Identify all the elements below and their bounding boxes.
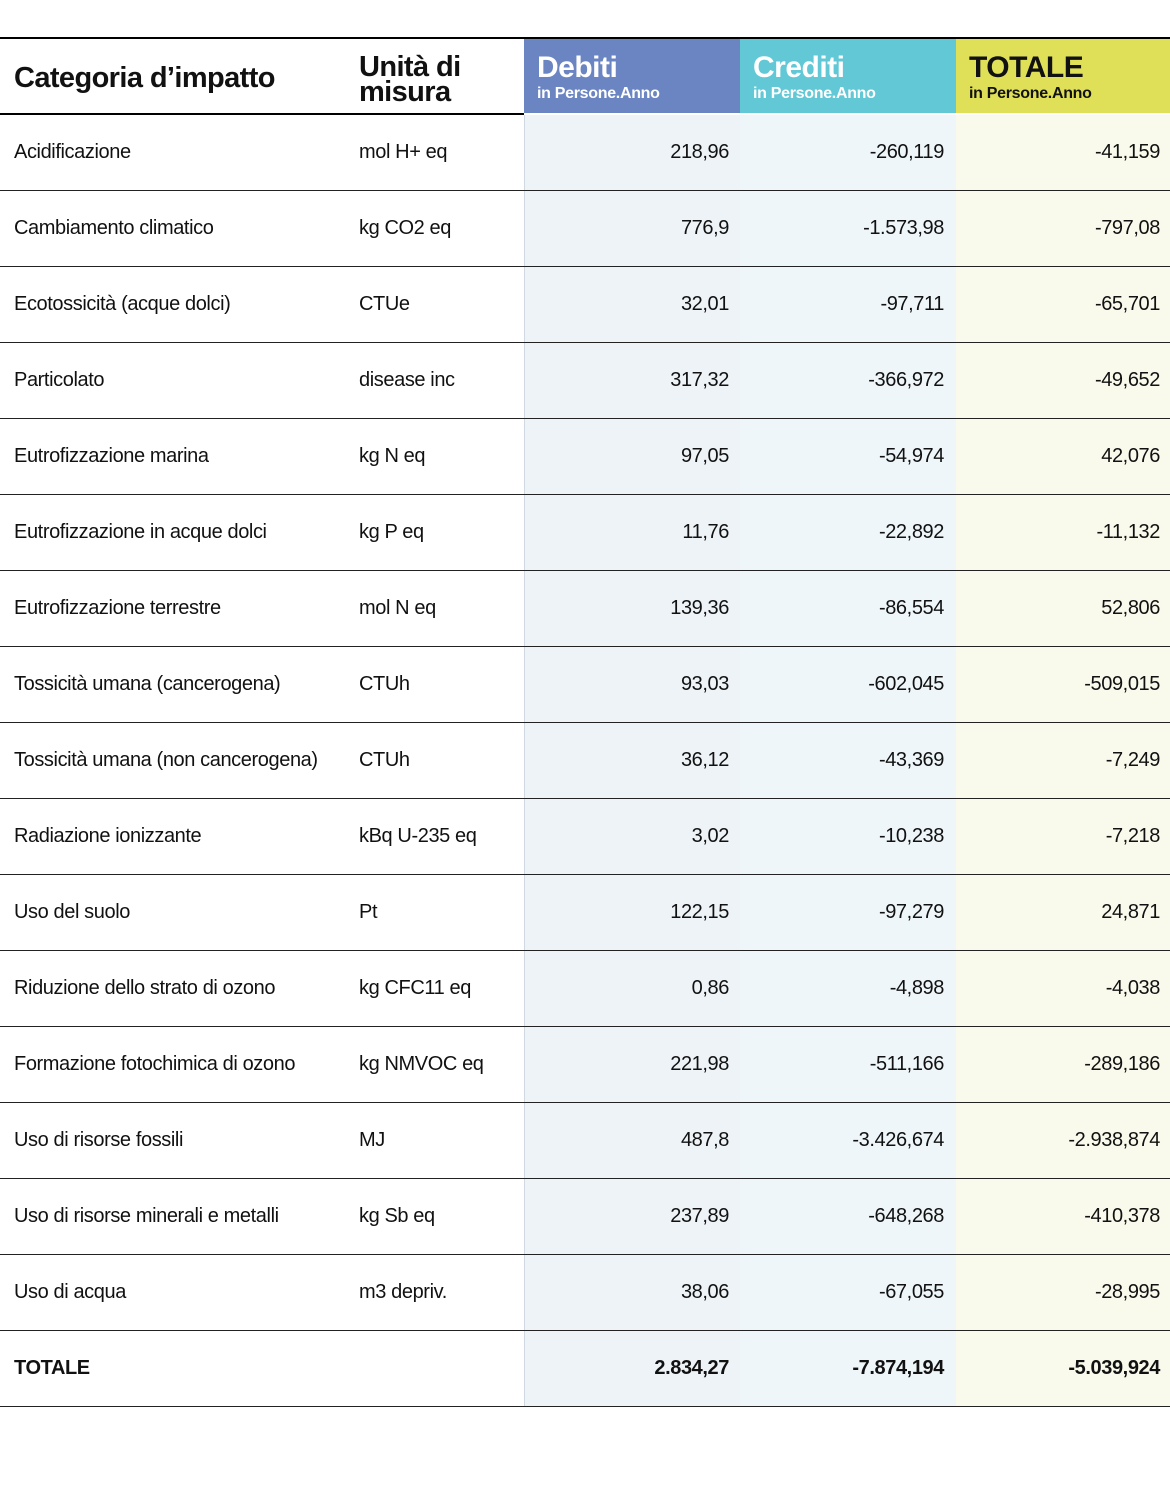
total-unit bbox=[359, 1331, 524, 1406]
unit-cell: kg NMVOC eq bbox=[359, 1053, 484, 1075]
crediti-cell: -67,055 bbox=[740, 1255, 956, 1330]
category-cell: Uso di risorse fossili bbox=[14, 1129, 184, 1151]
totale-cell: -2.938,874 bbox=[956, 1103, 1170, 1178]
category-cell: Radiazione ionizzante bbox=[14, 825, 202, 847]
totale-cell: -509,015 bbox=[956, 647, 1170, 722]
crediti-cell: -366,972 bbox=[740, 343, 956, 418]
header-debiti-title: Debiti bbox=[537, 51, 618, 84]
total-debiti: 2.834,27 bbox=[524, 1331, 741, 1406]
crediti-cell: -22,892 bbox=[740, 495, 956, 570]
crediti-cell: -1.573,98 bbox=[740, 191, 956, 266]
totale-cell: -11,132 bbox=[956, 495, 1170, 570]
debiti-cell: 36,12 bbox=[524, 723, 741, 798]
table-body bbox=[0, 115, 1170, 1331]
category-cell: Eutrofizzazione in acque dolci bbox=[14, 521, 267, 543]
category-cell: Formazione fotochimica di ozono bbox=[14, 1053, 296, 1075]
total-crediti: -7.874,194 bbox=[740, 1331, 956, 1406]
unit-cell: disease inc bbox=[359, 369, 455, 391]
table-row bbox=[0, 723, 1170, 799]
table-row bbox=[0, 267, 1170, 343]
table-row bbox=[0, 419, 1170, 495]
header-totale-subtitle: in Persone.Anno bbox=[969, 85, 1092, 102]
totale-cell: 52,806 bbox=[956, 571, 1170, 646]
header-totale-title: TOTALE bbox=[969, 51, 1084, 84]
total-label: TOTALE bbox=[14, 1357, 90, 1379]
category-cell: Cambiamento climatico bbox=[14, 217, 214, 239]
total-totale: -5.039,924 bbox=[956, 1331, 1170, 1406]
unit-cell: kBq U-235 eq bbox=[359, 825, 477, 847]
category-cell: Uso di risorse minerali e metalli bbox=[14, 1205, 279, 1227]
header-crediti-subtitle: in Persone.Anno bbox=[753, 85, 876, 102]
table-row bbox=[0, 343, 1170, 419]
totale-cell: -49,652 bbox=[956, 343, 1170, 418]
unit-cell: kg P eq bbox=[359, 521, 424, 543]
category-cell: Uso del suolo bbox=[14, 901, 130, 923]
table-row bbox=[0, 115, 1170, 191]
header-debiti-subtitle: in Persone.Anno bbox=[537, 85, 660, 102]
header-debiti bbox=[524, 39, 740, 113]
totale-cell: -7,249 bbox=[956, 723, 1170, 798]
crediti-cell: -4,898 bbox=[740, 951, 956, 1026]
totale-cell: 42,076 bbox=[956, 419, 1170, 494]
category-cell: Tossicità umana (non cancerogena) bbox=[14, 749, 318, 771]
debiti-cell: 122,15 bbox=[524, 875, 741, 950]
table-row bbox=[0, 571, 1170, 647]
totale-cell: -28,995 bbox=[956, 1255, 1170, 1330]
unit-cell: MJ bbox=[359, 1129, 385, 1151]
crediti-cell: -97,711 bbox=[740, 267, 956, 342]
header-unit-line2: misura bbox=[359, 76, 451, 108]
unit-cell: Pt bbox=[359, 901, 378, 923]
debiti-cell: 11,76 bbox=[524, 495, 741, 570]
table-header bbox=[0, 37, 1170, 115]
table-row bbox=[0, 1179, 1170, 1255]
debiti-cell: 0,86 bbox=[524, 951, 741, 1026]
header-crediti bbox=[740, 39, 956, 113]
table-row bbox=[0, 951, 1170, 1027]
unit-cell: kg Sb eq bbox=[359, 1205, 435, 1227]
unit-cell: m3 depriv. bbox=[359, 1281, 447, 1303]
crediti-cell: -3.426,674 bbox=[740, 1103, 956, 1178]
header-category bbox=[0, 39, 345, 115]
totale-cell: -289,186 bbox=[956, 1027, 1170, 1102]
crediti-cell: -10,238 bbox=[740, 799, 956, 874]
table-row bbox=[0, 1027, 1170, 1103]
table-row bbox=[0, 1103, 1170, 1179]
debiti-cell: 221,98 bbox=[524, 1027, 741, 1102]
debiti-cell: 487,8 bbox=[524, 1103, 741, 1178]
header-totale bbox=[956, 39, 1170, 113]
crediti-cell: -602,045 bbox=[740, 647, 956, 722]
totale-cell: 24,871 bbox=[956, 875, 1170, 950]
table-row bbox=[0, 191, 1170, 267]
unit-cell: mol N eq bbox=[359, 597, 436, 619]
crediti-cell: -648,268 bbox=[740, 1179, 956, 1254]
crediti-cell: -511,166 bbox=[740, 1027, 956, 1102]
crediti-cell: -86,554 bbox=[740, 571, 956, 646]
unit-cell: kg N eq bbox=[359, 445, 426, 467]
category-cell: Riduzione dello strato di ozono bbox=[14, 977, 276, 999]
unit-cell: CTUe bbox=[359, 293, 410, 315]
category-cell: Eutrofizzazione terrestre bbox=[14, 597, 221, 619]
debiti-cell: 776,9 bbox=[524, 191, 741, 266]
table-row bbox=[0, 799, 1170, 875]
category-cell: Eutrofizzazione marina bbox=[14, 445, 209, 467]
category-cell: Particolato bbox=[14, 369, 105, 391]
table-row bbox=[0, 495, 1170, 571]
totale-cell: -410,378 bbox=[956, 1179, 1170, 1254]
header-category-label: Categoria d’impatto bbox=[14, 62, 275, 94]
category-cell: Acidificazione bbox=[14, 141, 131, 163]
totale-cell: -797,08 bbox=[956, 191, 1170, 266]
totale-cell: -7,218 bbox=[956, 799, 1170, 874]
crediti-cell: -43,369 bbox=[740, 723, 956, 798]
table-row bbox=[0, 1255, 1170, 1331]
table-row bbox=[0, 875, 1170, 951]
debiti-cell: 93,03 bbox=[524, 647, 741, 722]
totale-cell: -41,159 bbox=[956, 115, 1170, 190]
unit-cell: kg CO2 eq bbox=[359, 217, 452, 239]
debiti-cell: 38,06 bbox=[524, 1255, 741, 1330]
unit-cell: kg CFC11 eq bbox=[359, 977, 471, 999]
crediti-cell: -260,119 bbox=[740, 115, 956, 190]
category-cell: Tossicità umana (cancerogena) bbox=[14, 673, 281, 695]
debiti-cell: 3,02 bbox=[524, 799, 741, 874]
category-cell: Uso di acqua bbox=[14, 1281, 126, 1303]
crediti-cell: -97,279 bbox=[740, 875, 956, 950]
totale-cell: -4,038 bbox=[956, 951, 1170, 1026]
impact-table bbox=[0, 37, 1170, 1407]
debiti-cell: 218,96 bbox=[524, 115, 741, 190]
header-crediti-title: Crediti bbox=[753, 51, 845, 84]
crediti-cell: -54,974 bbox=[740, 419, 956, 494]
unit-cell: CTUh bbox=[359, 673, 410, 695]
category-cell: Ecotossicità (acque dolci) bbox=[14, 293, 231, 315]
table-row bbox=[0, 647, 1170, 723]
unit-cell: mol H+ eq bbox=[359, 141, 448, 163]
debiti-cell: 237,89 bbox=[524, 1179, 741, 1254]
header-unit bbox=[345, 39, 524, 115]
unit-cell: CTUh bbox=[359, 749, 410, 771]
debiti-cell: 32,01 bbox=[524, 267, 741, 342]
total-row bbox=[0, 1331, 1170, 1407]
debiti-cell: 97,05 bbox=[524, 419, 741, 494]
debiti-cell: 139,36 bbox=[524, 571, 741, 646]
header-unit-line1: Unità di bbox=[359, 51, 461, 83]
totale-cell: -65,701 bbox=[956, 267, 1170, 342]
debiti-cell: 317,32 bbox=[524, 343, 741, 418]
